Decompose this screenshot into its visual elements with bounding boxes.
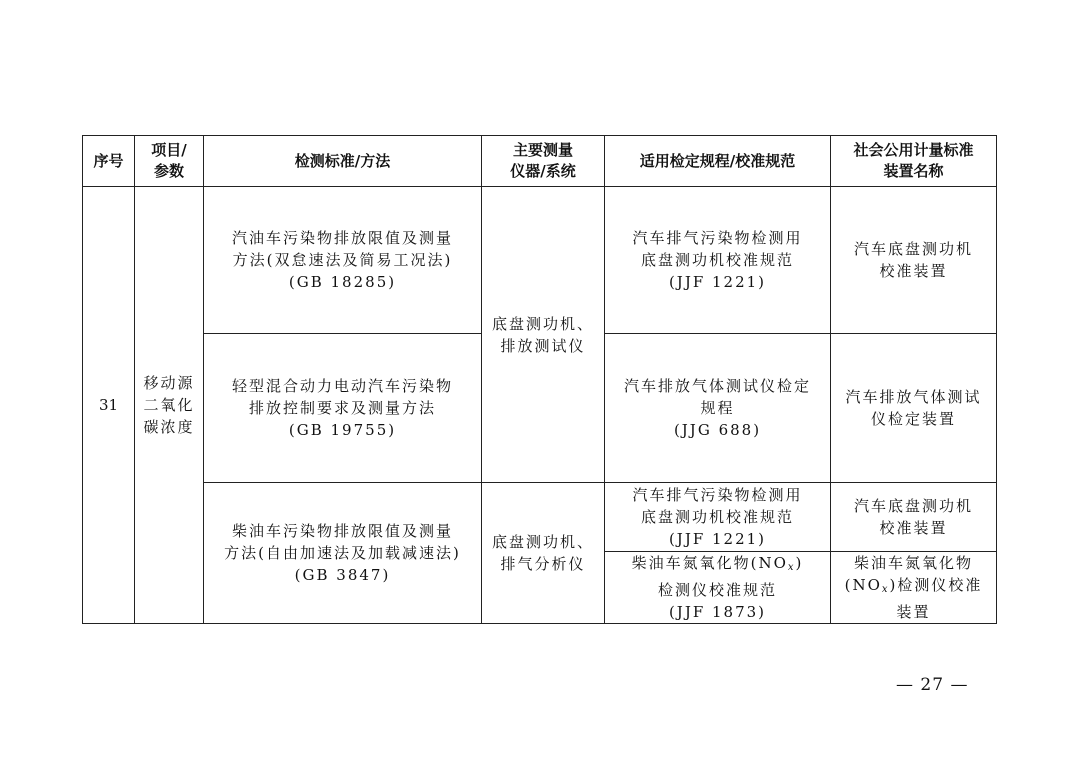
device-line: 校准装置 — [879, 519, 948, 537]
standard-line: 排放控制要求及测量方法 — [248, 399, 436, 417]
standard-line: 柴油车污染物排放限值及测量 — [231, 522, 453, 540]
standard-line: 方法(自由加速法及加载减速法) — [224, 544, 461, 562]
header-row — [83, 136, 997, 187]
device-line: 校准装置 — [879, 262, 948, 280]
standard-line: 汽油车污染物排放限值及测量 — [231, 229, 453, 247]
device-line: 柴油车氮氧化物 — [853, 554, 973, 572]
standard-cell — [204, 334, 482, 483]
instrument-cell — [482, 483, 605, 624]
header-device — [831, 136, 997, 187]
standard-line: (GB 3847) — [294, 566, 391, 584]
standard-line: 方法(双怠速法及简易工况法) — [232, 251, 453, 269]
device-line: 汽车底盘测功机 — [853, 240, 973, 258]
header-instrument-line: 仪器/系统 — [510, 162, 576, 180]
header-item — [135, 136, 204, 187]
regulation-cell — [605, 187, 831, 334]
seq-cell: 31 — [83, 187, 135, 624]
header-standard: 检测标准/方法 — [204, 136, 482, 187]
regulation-line: 底盘测功机校准规范 — [640, 508, 794, 526]
standard-line: 轻型混合动力电动汽车污染物 — [231, 377, 453, 395]
regulation-text: 柴油车氮氧化物(NO — [631, 554, 788, 572]
regulation-line: 规程 — [700, 399, 735, 417]
header-instrument — [482, 136, 605, 187]
regulation-cell — [605, 483, 831, 552]
header-item-line: 项目/ — [151, 141, 187, 159]
regulation-line: 汽车排气污染物检测用 — [632, 486, 803, 504]
regulation-cell — [605, 334, 831, 483]
regulation-text: ) — [795, 554, 804, 572]
regulation-line: (JJF 1221) — [668, 273, 767, 291]
instrument-line: 底盘测功机、 — [491, 533, 594, 551]
header-device-line: 装置名称 — [883, 162, 944, 180]
page-number: — 27 — — [896, 675, 969, 695]
regulation-line: (JJF 1873) — [668, 603, 767, 621]
regulation-cell — [605, 552, 831, 624]
regulation-line: 汽车排放气体测试仪检定 — [623, 377, 811, 395]
item-line: 移动源 — [143, 374, 195, 392]
standard-line: (GB 19755) — [288, 421, 397, 439]
standard-cell — [204, 187, 482, 334]
device-cell — [831, 552, 997, 624]
regulation-line: 检测仪校准规范 — [657, 581, 777, 599]
item-cell — [135, 187, 204, 624]
standard-cell — [204, 483, 482, 624]
header-device-line: 社会公用计量标准 — [853, 141, 974, 159]
header-regulation: 适用检定规程/校准规范 — [605, 136, 831, 187]
header-instrument-line: 主要测量 — [512, 141, 573, 159]
device-line: 汽车底盘测功机 — [853, 497, 973, 515]
instrument-line: 排气分析仪 — [500, 555, 586, 573]
device-text: (NO — [844, 576, 882, 594]
instrument-line: 底盘测功机、 — [491, 314, 594, 333]
device-cell — [831, 334, 997, 483]
regulation-line: 底盘测功机校准规范 — [640, 251, 794, 269]
device-text: )检测仪校准 — [889, 576, 983, 594]
device-cell — [831, 187, 997, 334]
regulation-line: (JJF 1221) — [668, 530, 767, 548]
standards-table — [82, 135, 997, 624]
subscript-x: x — [787, 562, 796, 573]
device-line: 仪检定装置 — [870, 410, 956, 428]
subscript-x: x — [881, 584, 890, 595]
standard-line: (GB 18285) — [288, 273, 397, 291]
device-line: 装置 — [896, 603, 931, 621]
device-line: 汽车排放气体测试 — [845, 388, 982, 406]
instrument-cell — [482, 187, 605, 483]
device-line — [837, 574, 990, 601]
device-cell — [831, 483, 997, 552]
regulation-line — [611, 552, 824, 579]
header-seq: 序号 — [83, 136, 135, 187]
instrument-line: 排放测试仪 — [500, 336, 586, 355]
item-line: 二氧化 — [143, 396, 195, 414]
item-line: 碳浓度 — [143, 418, 195, 436]
header-item-line: 参数 — [153, 162, 184, 180]
table-row — [83, 187, 997, 334]
regulation-line: 汽车排气污染物检测用 — [632, 229, 803, 247]
table-row — [83, 483, 997, 552]
regulation-line: (JJG 688) — [673, 421, 762, 439]
